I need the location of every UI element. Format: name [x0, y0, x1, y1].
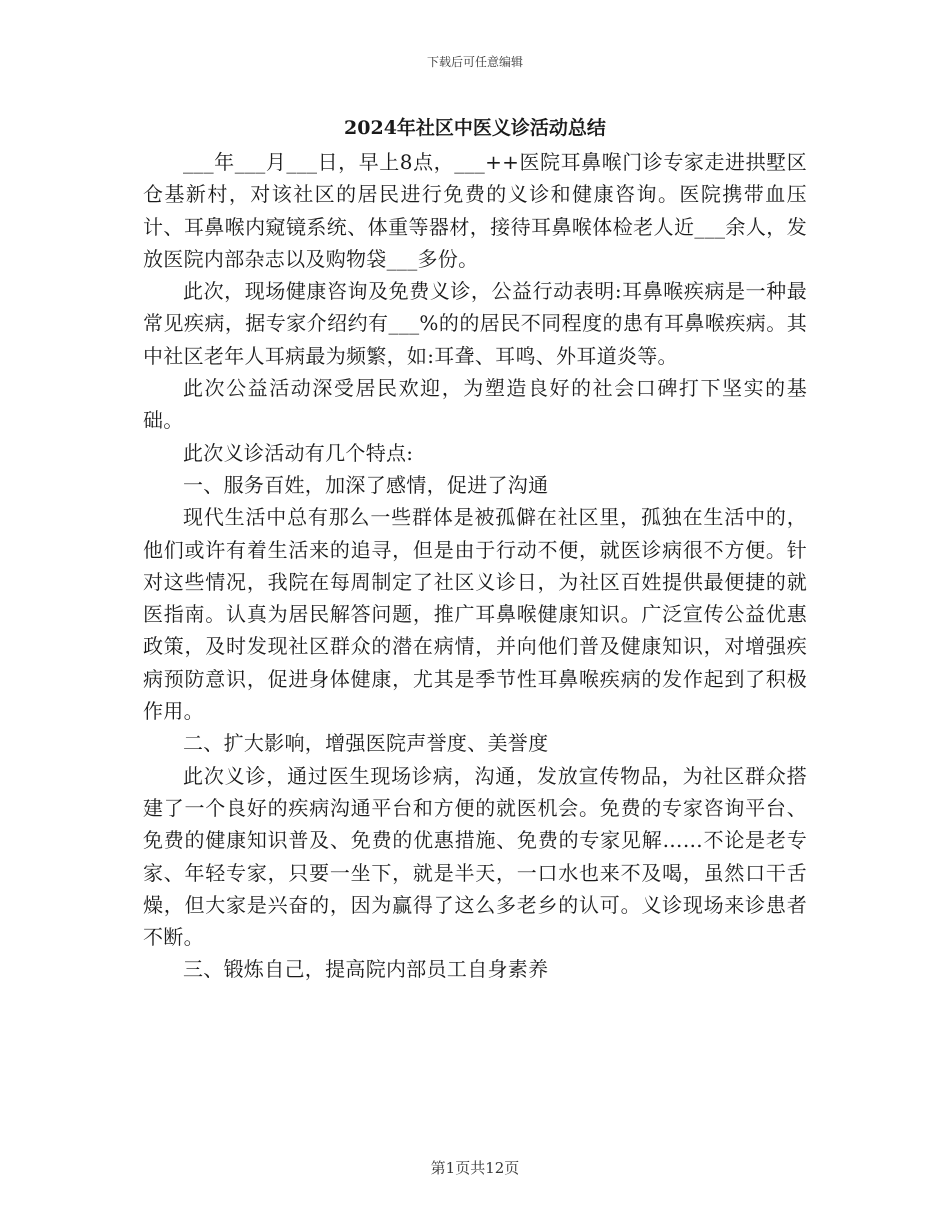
- document-title: 2024年社区中医义诊活动总结: [344, 117, 606, 139]
- paragraph: 此次义诊活动有几个特点:: [183, 440, 414, 465]
- paragraph: 此次公益活动深受居民欢迎，为塑造良好的社会口碑打下坚实的基础。: [143, 376, 807, 433]
- header-note: 下载后可任意编辑: [426, 55, 523, 69]
- page-number: 第1页共12页: [430, 1159, 520, 1177]
- paragraph: ___年___月___日，早上8点，___++医院耳鼻喉门诊专家走进拱墅区仓基新村，对该社区的居民进行免费的义诊和健康咨询。医院携带血压计、耳鼻喉内窥镜系统、体重等器材，接待耳鼻喉体检老人近___余人，发放医院内部杂志以及购物袋___多份。: [143, 150, 807, 271]
- document-body: [143, 146, 807, 986]
- paragraph: 现代生活中总有那么一些群体是被孤僻在社区里，孤独在生活中的，他们或许有着生活来的追寻，但是由于行动不便，就医诊病很不方便。针对这些情况，我院在每周制定了社区义诊日，为社区百姓提供最便捷的就医指南。认真为居民解答问题，推广耳鼻喉健康知识。广泛宣传公益优惠政策，及时发现社区群众的潜在病情，并向他们普及健康知识，对增强疾病预防意识，促进身体健康，尤其是季节性耳鼻喉疾病的发作起到了积极作用。: [143, 505, 807, 724]
- section-heading: 一、服务百姓，加深了感情，促进了沟通: [183, 472, 549, 497]
- section-heading: 三、锻炼自己，提高院内部员工自身素养: [183, 957, 549, 982]
- section-heading: 二、扩大影响，增强医院声誉度、美誉度: [183, 731, 549, 756]
- paragraph: 此次，现场健康咨询及免费义诊，公益行动表明:耳鼻喉疾病是一种最常见疾病，据专家介绍约有___%的的居民不同程度的患有耳鼻喉疾病。其中社区老年人耳病最为频繁，如:耳聋、耳鸣、外耳道炎等。: [143, 279, 807, 368]
- paragraph: 此次义诊，通过医生现场诊病，沟通，发放宣传物品，为社区群众搭建了一个良好的疾病沟通平台和方便的就医机会。免费的专家咨询平台、免费的健康知识普及、免费的优惠措施、免费的专家见解……不论是老专家、年轻专家，只要一坐下，就是半天，一口水也来不及喝，虽然口干舌燥，但大家是兴奋的，因为赢得了这么多老乡的认可。义诊现场来诊患者不断。: [143, 763, 807, 950]
